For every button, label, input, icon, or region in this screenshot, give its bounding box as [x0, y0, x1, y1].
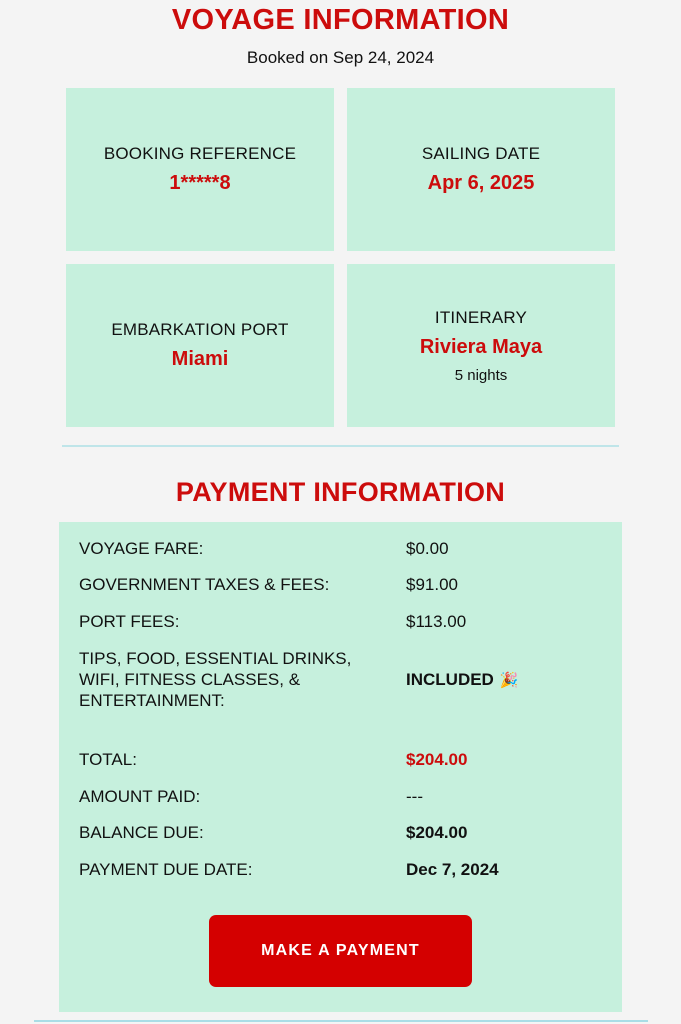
row-value: INCLUDED	[406, 670, 494, 689]
row-value: $204.00	[406, 750, 468, 769]
payment-title: PAYMENT INFORMATION	[175, 477, 506, 507]
embarkation-port-label: EMBARKATION PORT	[111, 320, 289, 339]
payment-details-panel	[59, 522, 622, 1012]
booking-reference-label: BOOKING REFERENCE	[103, 144, 297, 163]
sailing-date-label: SAILING DATE	[421, 144, 541, 163]
itinerary-card	[347, 264, 615, 427]
row-label: TOTAL:	[79, 750, 137, 769]
booking-reference-value: 1*****8	[169, 172, 231, 194]
row-value: ---	[406, 787, 423, 806]
booked-date: Booked on Sep 24, 2024	[246, 48, 435, 67]
voyage-title: VOYAGE INFORMATION	[171, 4, 510, 36]
embarkation-port-card	[66, 264, 334, 427]
row-value: $0.00	[406, 539, 449, 558]
row-label: TIPS, FOOD, ESSENTIAL DRINKS, WIFI, FITNESS CLASSES, & ENTERTAINMENT:	[79, 649, 352, 710]
itinerary-nights: 5 nights	[454, 366, 508, 384]
row-label: PAYMENT DUE DATE:	[79, 860, 253, 879]
row-label: PORT FEES:	[79, 612, 180, 631]
bottom-divider	[34, 1020, 648, 1022]
row-label: GOVERNMENT TAXES & FEES:	[79, 575, 330, 594]
row-value: $204.00	[406, 823, 468, 842]
row-label: AMOUNT PAID:	[79, 787, 201, 806]
row-value-wrap	[406, 669, 519, 691]
itinerary-label: ITINERARY	[434, 307, 528, 327]
row-value: $113.00	[406, 612, 467, 631]
row-value: Dec 7, 2024	[406, 860, 499, 879]
row-value: $91.00	[406, 575, 458, 594]
embarkation-port-value: Miami	[171, 348, 229, 370]
party-popper-icon: 🎉	[499, 672, 519, 689]
sailing-date-value: Apr 6, 2025	[427, 172, 535, 194]
row-label: VOYAGE FARE:	[79, 539, 204, 558]
row-label: BALANCE DUE:	[79, 823, 204, 842]
sailing-date-card	[347, 88, 615, 251]
make-payment-button[interactable]: MAKE A PAYMENT	[209, 915, 472, 987]
section-divider	[62, 445, 619, 447]
itinerary-value: Riviera Maya	[419, 335, 543, 358]
booking-reference-card	[66, 88, 334, 251]
